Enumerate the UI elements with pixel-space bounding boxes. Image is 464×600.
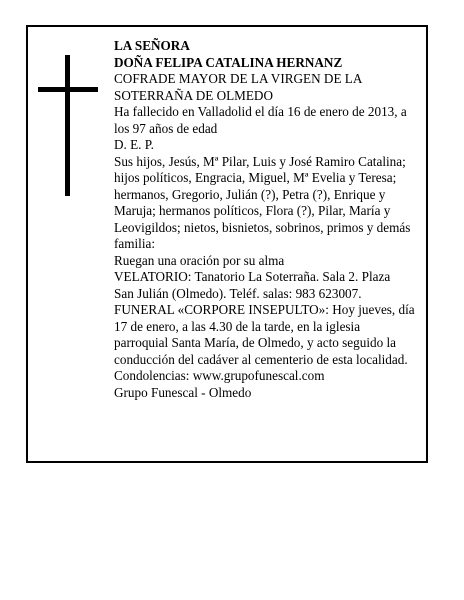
condolences-line: Condolencias: www.grupofunescal.com <box>114 368 325 383</box>
family-line-5: Leovigildos; nietos, bisnietos, sobrinos, primos y demás <box>114 219 411 235</box>
title-honorific: LA SEÑORA <box>114 38 190 53</box>
latin-cross-icon <box>38 55 98 196</box>
death-announcement-line-1: Ha fallecido en Valladolid el día 16 de enero de 2013, a <box>114 104 407 119</box>
cross-vertical-bar <box>65 55 70 196</box>
family-line-3: hermanos, Gregorio, Julián (?), Petra (?), Enrique y <box>114 186 386 202</box>
wake-line-1: VELATORIO: Tanatorio La Soterraña. Sala 2. Plaza <box>114 269 391 284</box>
confraternity-line-1: COFRADE MAYOR DE LA VIRGEN DE LA <box>114 71 363 86</box>
confraternity-line-2: SOTERRAÑA DE OLMEDO <box>114 87 273 103</box>
prayer-request: Ruegan una oración por su alma <box>114 252 285 268</box>
deceased-name: DOÑA FELIPA CATALINA HERNANZ <box>114 54 343 70</box>
funeral-line-3: parroquial Santa María, de Olmedo, y acto seguido la <box>114 335 396 350</box>
obituary-text <box>114 38 432 401</box>
funeral-line-2: 17 de enero, a las 4.30 de la tarde, en la iglesia <box>114 318 361 334</box>
funeral-home-name: Grupo Funescal - Olmedo <box>114 384 252 400</box>
funeral-line-4: conducción del cadáver al cementerio de esta localidad. <box>114 351 408 367</box>
family-line-1: Sus hijos, Jesús, Mª Pilar, Luis y José Ramiro Catalina; <box>114 153 406 169</box>
rip-line: D. E. P. <box>114 137 154 152</box>
family-line-2: hijos políticos, Engracia, Miguel, Mª Evelia y Teresa; <box>114 170 397 185</box>
funeral-line-1: FUNERAL «CORPORE INSEPULTO»: Hoy jueves, día <box>114 302 415 317</box>
cross-horizontal-bar <box>38 87 98 92</box>
death-announcement-line-2: los 97 años de edad <box>114 120 218 136</box>
wake-line-2: San Julián (Olmedo). Teléf. salas: 983 623007. <box>114 285 362 301</box>
family-line-4: Maruja; hermanos políticos, Flora (?), Pilar, María y <box>114 203 391 218</box>
family-line-6: familia: <box>114 236 156 251</box>
